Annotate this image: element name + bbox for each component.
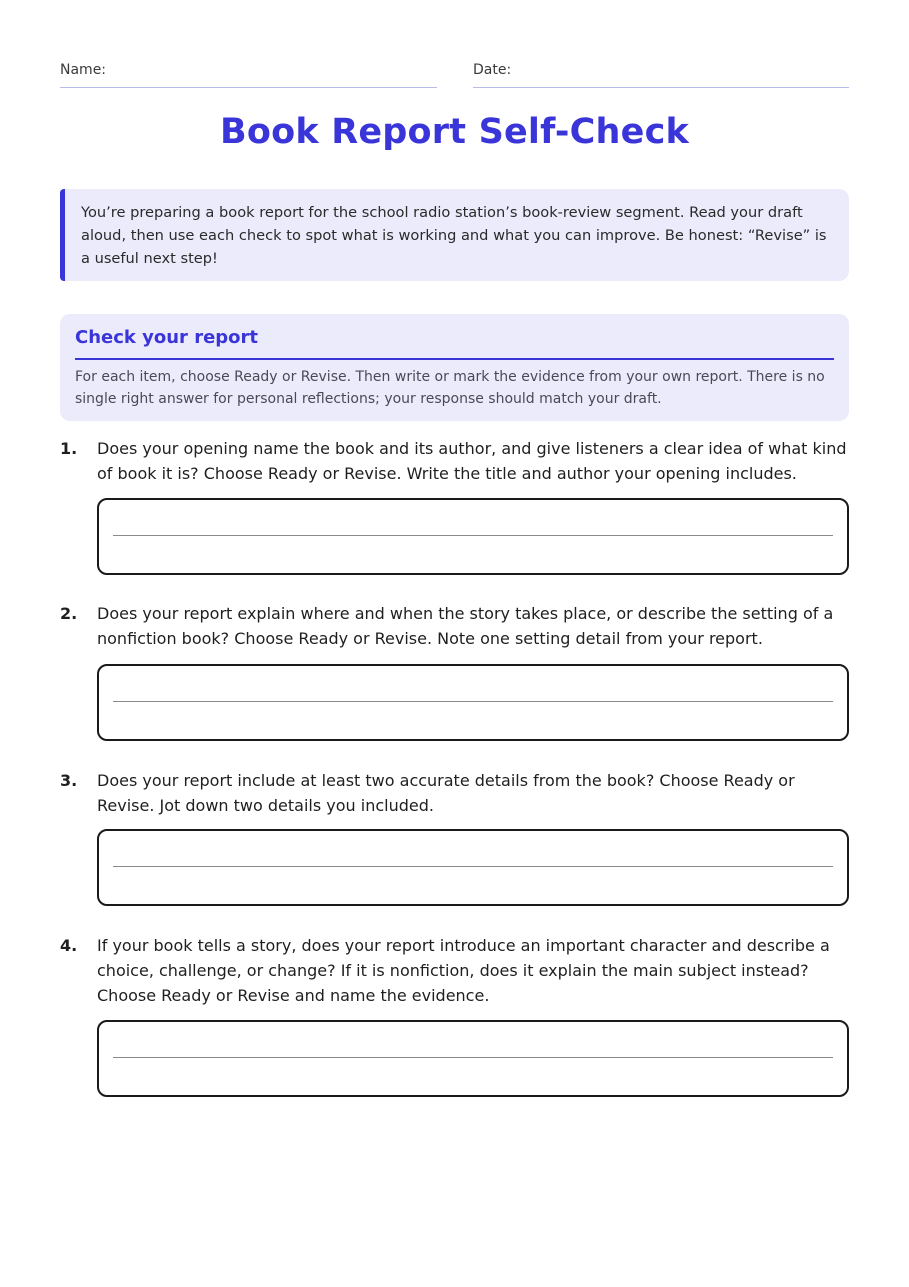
answer-line [113, 1057, 833, 1058]
question-number: 4. [60, 936, 78, 955]
answer-box[interactable] [97, 829, 849, 906]
question-item [60, 933, 849, 1099]
question-text: If your book tells a story, does your report introduce an important character and describe a choice, challenge, or change? If it is nonfiction, does it explain the main subject instead? Choose Ready or Revise and name the evidence. [97, 936, 830, 1005]
header-fields [60, 60, 849, 88]
panel-heading: Check your report [75, 326, 834, 360]
question-text: Does your opening name the book and its author, and give listeners a clear idea of what kind of book it is? Choose Ready or Revise. Write the title and author your opening includes. [97, 439, 847, 483]
page-title: Book Report Self-Check [219, 112, 690, 152]
question-number: 2. [60, 604, 78, 623]
answer-line [113, 866, 833, 867]
name-label: Name: [60, 62, 107, 78]
answer-line [113, 535, 833, 536]
answer-line [113, 701, 833, 702]
question-number: 1. [60, 439, 78, 458]
question-item [60, 768, 849, 908]
date-label: Date: [473, 62, 512, 78]
intro-text: You’re preparing a book report for the school radio station’s book-review segment. Read your draft aloud, then use each check to spot what is working and what you can improve. Be honest: “Revise” is a useful next step! [81, 204, 827, 267]
question-text: Does your report include at least two accurate details from the book? Choose Ready or Revise. Jot down two details you included. [97, 771, 795, 815]
answer-box[interactable] [97, 1020, 849, 1097]
answer-box[interactable] [97, 498, 849, 575]
question-text: Does your report explain where and when the story takes place, or describe the setting of a nonfiction book? Choose Ready or Revise. Note one setting detail from your report. [97, 604, 834, 648]
question-item [60, 601, 849, 741]
check-your-report-panel [60, 314, 849, 421]
name-field[interactable] [60, 60, 437, 88]
answer-box[interactable] [97, 664, 849, 741]
question-number: 3. [60, 771, 78, 790]
question-item [60, 436, 849, 576]
panel-instructions: For each item, choose Ready or Revise. Then write or mark the evidence from your own report. There is no single right answer for personal reflections; your response should match your draft. [75, 369, 825, 407]
intro-callout [60, 189, 849, 281]
date-field[interactable] [473, 60, 849, 88]
